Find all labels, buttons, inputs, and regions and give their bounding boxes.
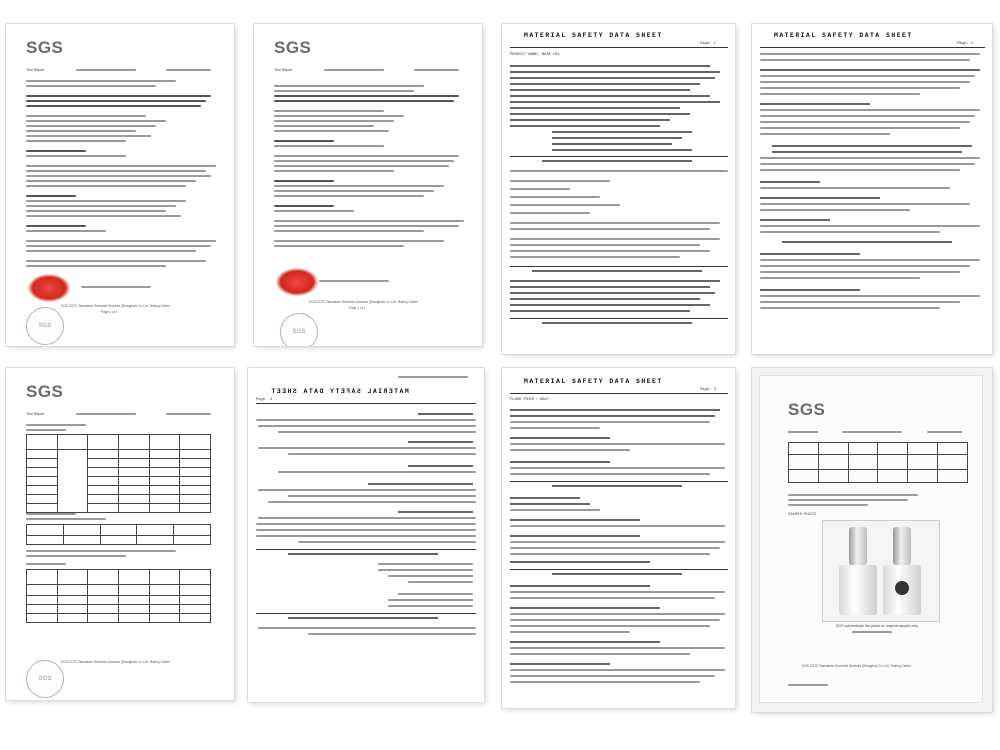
text-line xyxy=(319,280,389,282)
text-line xyxy=(510,250,710,252)
text-line xyxy=(26,135,151,137)
text-line xyxy=(510,473,710,475)
text-line xyxy=(510,125,660,127)
text-line xyxy=(510,228,710,230)
document-page-msds-3[interactable] xyxy=(502,368,735,708)
page-number: Page: 3 xyxy=(700,388,716,392)
text-line xyxy=(788,431,818,433)
text-line xyxy=(510,77,715,79)
text-line xyxy=(510,107,680,109)
text-line xyxy=(782,241,952,243)
text-line xyxy=(368,483,473,485)
text-line xyxy=(274,225,459,227)
text-line xyxy=(274,90,414,92)
text-line xyxy=(760,203,970,205)
text-line xyxy=(510,415,715,417)
text-line xyxy=(26,195,76,197)
text-line xyxy=(510,188,570,190)
text-line xyxy=(274,155,459,157)
page-number: Page 1 of 1 xyxy=(101,310,118,314)
text-line xyxy=(552,149,692,151)
rule xyxy=(510,393,728,394)
text-line xyxy=(388,575,473,577)
text-line xyxy=(274,205,334,207)
text-line xyxy=(26,85,156,87)
sgs-logo: SGS xyxy=(26,38,64,57)
text-line xyxy=(26,230,106,232)
text-line xyxy=(26,95,211,97)
report-header: Test Report xyxy=(26,412,45,416)
text-line xyxy=(256,529,476,531)
text-line xyxy=(510,497,580,499)
text-line xyxy=(510,196,600,198)
text-line xyxy=(26,150,86,152)
text-line xyxy=(274,100,454,102)
text-line xyxy=(760,187,950,189)
sample-photo xyxy=(822,520,940,622)
text-line xyxy=(256,523,476,525)
text-line xyxy=(510,467,725,469)
text-line xyxy=(510,113,690,115)
text-line xyxy=(26,175,211,177)
text-line xyxy=(398,376,468,378)
text-line xyxy=(760,271,960,273)
text-line xyxy=(408,581,473,583)
flash-point: FLASH POINT: 96oF xyxy=(510,398,549,402)
results-table xyxy=(26,434,211,513)
text-line xyxy=(760,53,980,55)
text-line xyxy=(552,137,682,139)
text-line xyxy=(760,163,975,165)
red-stamp-image xyxy=(276,268,318,296)
text-line xyxy=(378,563,473,565)
text-line xyxy=(510,585,650,587)
text-line xyxy=(510,244,700,246)
text-line xyxy=(26,424,86,426)
bottle-cap-right xyxy=(893,527,911,565)
text-line xyxy=(274,165,449,167)
rule xyxy=(510,569,728,570)
text-line xyxy=(274,245,404,247)
rule xyxy=(256,613,476,614)
text-line xyxy=(274,195,424,197)
text-line xyxy=(26,80,176,82)
text-line xyxy=(510,619,720,621)
text-line xyxy=(760,265,970,267)
text-line xyxy=(760,169,960,171)
text-line xyxy=(274,110,384,112)
bottle-cap-left xyxy=(849,527,867,565)
text-line xyxy=(532,270,702,272)
text-line xyxy=(760,295,980,297)
text-line xyxy=(760,259,980,261)
text-line xyxy=(166,413,211,415)
text-line xyxy=(552,131,692,133)
text-line xyxy=(510,561,650,563)
text-line xyxy=(26,245,211,247)
text-line xyxy=(26,185,186,187)
sgs-logo: SGS xyxy=(788,400,826,419)
text-line xyxy=(510,631,630,633)
sgs-seal-icon: SGS xyxy=(26,307,64,345)
text-line xyxy=(268,501,476,503)
text-line xyxy=(842,431,902,433)
text-line xyxy=(288,617,438,619)
text-line xyxy=(26,200,186,202)
text-line xyxy=(927,431,962,433)
text-line xyxy=(510,256,680,258)
text-line xyxy=(542,160,692,162)
text-line xyxy=(81,286,151,288)
text-line xyxy=(414,69,459,71)
msds-title: MATERIAL SAFETY DATA SHEET xyxy=(270,388,409,395)
text-line xyxy=(510,222,720,224)
msds-title: MATERIAL SAFETY DATA SHEET xyxy=(524,32,663,39)
text-line xyxy=(510,647,725,649)
text-line xyxy=(772,145,972,147)
text-line xyxy=(552,485,682,487)
text-line xyxy=(26,155,126,157)
text-line xyxy=(510,409,720,411)
text-line xyxy=(760,75,975,77)
sgs-seal-icon: SGS xyxy=(26,660,64,698)
text-line xyxy=(418,413,473,415)
text-line xyxy=(26,265,166,267)
text-line xyxy=(760,121,970,123)
text-line xyxy=(408,441,473,443)
text-line xyxy=(288,495,476,497)
sgs-logo: SGS xyxy=(26,382,64,401)
text-line xyxy=(510,553,710,555)
text-line xyxy=(308,633,476,635)
text-line xyxy=(510,238,720,240)
text-line xyxy=(760,69,980,71)
text-line xyxy=(788,494,918,496)
text-line xyxy=(510,101,720,103)
page-number: Page: 1 xyxy=(700,42,716,46)
document-page-sgs-report-1[interactable] xyxy=(6,24,234,346)
text-line xyxy=(26,260,206,262)
text-line xyxy=(26,555,126,557)
text-line xyxy=(274,125,374,127)
text-line xyxy=(510,83,700,85)
sample-photo-label: SAMPLE PHOTO xyxy=(788,512,817,516)
text-line xyxy=(26,518,106,520)
rule xyxy=(510,47,728,48)
text-line xyxy=(274,190,434,192)
text-line xyxy=(274,130,389,132)
text-line xyxy=(278,471,476,473)
text-line xyxy=(274,160,454,162)
text-line xyxy=(510,421,710,423)
text-line xyxy=(274,145,384,147)
text-line xyxy=(772,151,962,153)
page-footer: SGS-CSTC Standards Technical Services (Shanghai) Co.,Ltd. Testing Center xyxy=(61,660,171,664)
text-line xyxy=(510,443,725,445)
report-header: Test Report xyxy=(26,68,45,72)
text-line xyxy=(324,69,384,71)
rule xyxy=(510,266,728,267)
text-line xyxy=(274,180,334,182)
text-line xyxy=(274,240,444,242)
text-line xyxy=(510,461,610,463)
text-line xyxy=(510,212,590,214)
text-line xyxy=(552,143,672,145)
text-line xyxy=(258,517,476,519)
text-line xyxy=(256,419,476,421)
text-line xyxy=(26,250,196,252)
text-line xyxy=(298,541,476,543)
text-line xyxy=(510,437,610,439)
text-line xyxy=(274,230,424,232)
page-footer: SGS-CSTC Standards Technical Services (Shanghai) Co.,Ltd. Testing Center xyxy=(61,304,171,308)
text-line xyxy=(26,225,86,227)
text-line xyxy=(760,59,970,61)
bottle-body-left xyxy=(839,565,877,615)
text-line xyxy=(378,569,473,571)
text-line xyxy=(26,240,216,242)
text-line xyxy=(760,115,975,117)
text-line xyxy=(510,591,725,593)
text-line xyxy=(26,563,66,565)
text-line xyxy=(258,627,476,629)
sgs-seal-icon: SGS xyxy=(280,313,318,346)
rule xyxy=(510,481,728,482)
sgs-logo: SGS xyxy=(274,38,312,57)
text-line xyxy=(788,504,868,506)
document-page-sgs-report-3[interactable] xyxy=(6,368,234,700)
text-line xyxy=(258,489,476,491)
text-line xyxy=(26,429,66,431)
text-line xyxy=(760,219,830,221)
rule xyxy=(510,318,728,319)
text-line xyxy=(388,599,473,601)
text-line xyxy=(26,125,156,127)
results-table xyxy=(26,569,211,623)
rule xyxy=(256,549,476,550)
text-line xyxy=(760,209,910,211)
text-line xyxy=(76,413,136,415)
text-line xyxy=(510,119,670,121)
document-page-msds-1[interactable] xyxy=(502,24,735,354)
text-line xyxy=(510,310,690,312)
text-line xyxy=(388,605,473,607)
text-line xyxy=(510,304,710,306)
rule xyxy=(510,156,728,157)
text-line xyxy=(552,573,682,575)
rule xyxy=(256,403,476,404)
text-line xyxy=(760,81,970,83)
text-line xyxy=(274,210,354,212)
text-line xyxy=(274,185,444,187)
text-line xyxy=(26,550,176,552)
text-line xyxy=(398,511,473,513)
page-number: Page: 2 xyxy=(957,42,973,46)
text-line xyxy=(26,513,76,515)
msds-title: MATERIAL SAFETY DATA SHEET xyxy=(774,32,913,39)
text-line xyxy=(26,215,181,217)
red-stamp-image xyxy=(28,274,70,302)
text-line xyxy=(258,425,476,427)
text-line xyxy=(398,593,473,595)
text-line xyxy=(26,205,176,207)
text-line xyxy=(760,181,820,183)
text-line xyxy=(510,204,620,206)
text-line xyxy=(510,525,725,527)
text-line xyxy=(274,220,464,222)
text-line xyxy=(288,553,438,555)
text-line xyxy=(760,133,890,135)
text-line xyxy=(760,103,870,105)
text-line xyxy=(274,140,334,142)
text-line xyxy=(76,69,136,71)
text-line xyxy=(760,307,940,309)
text-line xyxy=(26,100,206,102)
text-line xyxy=(26,210,166,212)
text-line xyxy=(510,180,610,182)
text-line xyxy=(510,509,600,511)
text-line xyxy=(510,427,600,429)
text-line xyxy=(258,447,476,449)
text-line xyxy=(760,93,920,95)
text-line xyxy=(510,71,720,73)
text-line xyxy=(510,541,725,543)
text-line xyxy=(788,499,908,501)
text-line xyxy=(26,130,136,132)
bottle-label-icon xyxy=(895,581,909,595)
text-line xyxy=(510,597,715,599)
text-line xyxy=(760,231,940,233)
text-line xyxy=(510,298,700,300)
text-line xyxy=(510,286,710,288)
product-name: PRODUCT NAME: BASE GEL xyxy=(510,53,561,57)
results-table xyxy=(788,442,968,483)
text-line xyxy=(542,322,692,324)
text-line xyxy=(510,669,725,671)
page-footer: SGS-CSTC Standards Technical Services (Shanghai) Co.,Ltd. Testing Center xyxy=(309,300,419,304)
text-line xyxy=(274,95,459,97)
text-line xyxy=(510,681,700,683)
text-line xyxy=(760,197,880,199)
text-line xyxy=(510,95,710,97)
text-line xyxy=(26,170,206,172)
text-line xyxy=(510,535,640,537)
text-line xyxy=(166,69,211,71)
text-line xyxy=(274,85,424,87)
text-line xyxy=(510,503,590,505)
document-page-sgs-photo[interactable] xyxy=(752,368,992,712)
report-header: Test Report xyxy=(274,68,293,72)
text-line xyxy=(274,120,394,122)
text-line xyxy=(510,519,640,521)
text-line xyxy=(26,115,146,117)
msds-title: MATERIAL SAFETY DATA SHEET xyxy=(524,378,663,385)
text-line xyxy=(760,157,980,159)
text-line xyxy=(510,663,610,665)
text-line xyxy=(760,127,960,129)
text-line xyxy=(510,280,720,282)
text-line xyxy=(26,140,126,142)
text-line xyxy=(510,653,690,655)
text-line xyxy=(760,253,860,255)
text-line xyxy=(510,675,715,677)
text-line xyxy=(510,607,660,609)
photo-caption: SGS authenticate the photo on original sample only xyxy=(836,624,918,628)
text-line xyxy=(852,631,892,633)
page-footer: SGS-CSTC Standards Technical Services (Shanghai) Co.,Ltd. Testing Center xyxy=(802,664,912,668)
text-line xyxy=(510,625,710,627)
text-line xyxy=(510,547,720,549)
text-line xyxy=(510,65,710,67)
text-line xyxy=(760,277,920,279)
text-line xyxy=(278,431,476,433)
text-line xyxy=(788,684,828,686)
text-line xyxy=(26,105,201,107)
text-line xyxy=(510,292,715,294)
text-line xyxy=(256,535,476,537)
rule xyxy=(760,47,985,48)
text-line xyxy=(510,89,690,91)
text-line xyxy=(26,180,196,182)
text-line xyxy=(26,165,216,167)
text-line xyxy=(510,449,630,451)
text-line xyxy=(510,613,725,615)
text-line xyxy=(510,170,728,172)
results-table xyxy=(26,524,211,545)
text-line xyxy=(288,453,476,455)
document-page-msds-mirrored[interactable] xyxy=(248,368,484,702)
page-number: Page: 4 xyxy=(256,398,272,402)
text-line xyxy=(760,109,980,111)
text-line xyxy=(760,289,860,291)
document-page-sgs-report-2[interactable] xyxy=(254,24,482,346)
text-line xyxy=(760,301,960,303)
text-line xyxy=(510,641,660,643)
text-line xyxy=(274,170,394,172)
page-number: Page 1 of 1 xyxy=(349,306,366,310)
text-line xyxy=(274,115,404,117)
text-line xyxy=(408,465,473,467)
document-page-msds-2[interactable] xyxy=(752,24,992,354)
text-line xyxy=(760,87,960,89)
text-line xyxy=(760,225,980,227)
text-line xyxy=(26,120,166,122)
